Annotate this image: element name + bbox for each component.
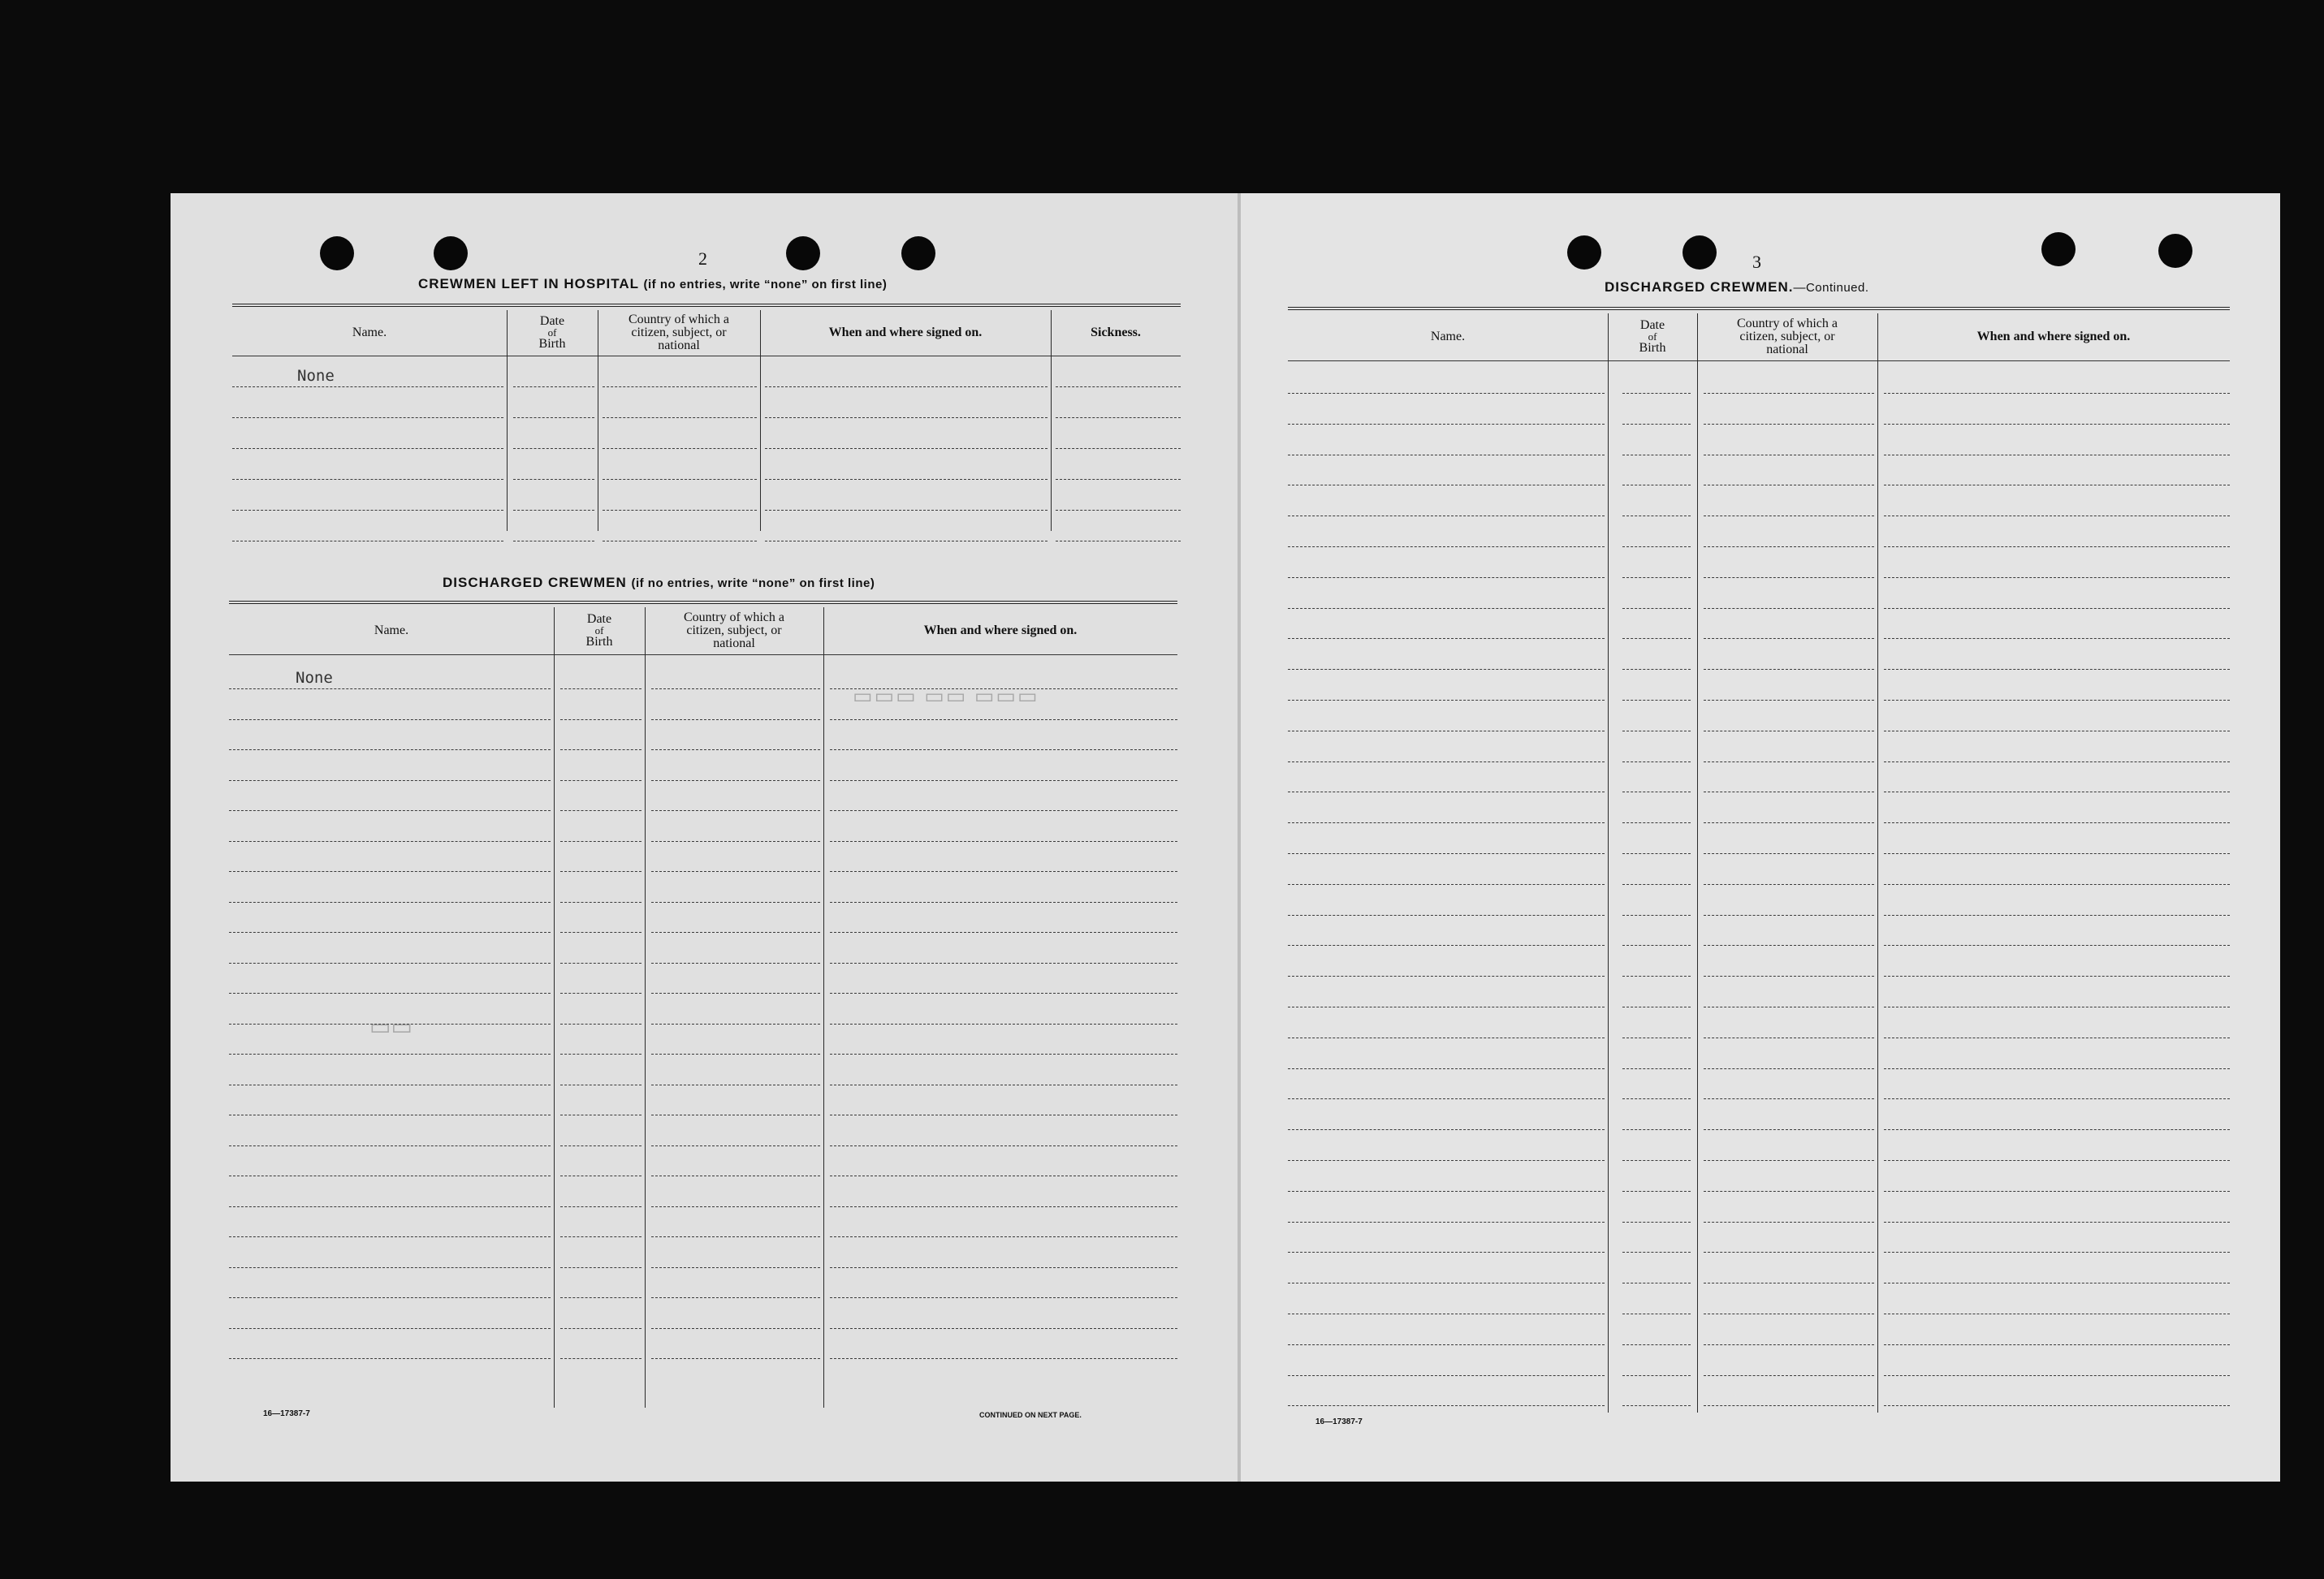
row-rule (1622, 945, 1691, 946)
row-rule (1884, 822, 2230, 823)
faint-stamp: ▭▭▭ ▭▭ ▭▭▭ (853, 684, 1039, 708)
row-rule (560, 1054, 641, 1055)
row-rule (1884, 700, 2230, 701)
row-rule (1884, 1405, 2230, 1406)
column-divider (823, 607, 824, 1408)
row-rule (1288, 669, 1605, 670)
row-rule (830, 749, 1177, 750)
row-rule (1622, 669, 1691, 670)
row-rule (1884, 638, 2230, 639)
row-rule (1622, 424, 1691, 425)
row-rule (603, 417, 757, 418)
row-rule (1288, 853, 1605, 854)
row-rule (560, 902, 641, 903)
row-rule (1288, 1344, 1605, 1345)
row-rule (603, 510, 757, 511)
section-title-text: DISCHARGED CREWMEN. (1605, 279, 1794, 295)
row-rule (1884, 1098, 2230, 1099)
table-header-rule (229, 654, 1177, 655)
row-rule (651, 688, 820, 689)
row-rule (1288, 1098, 1605, 1099)
row-rule (1056, 417, 1181, 418)
header-dob-line: of (547, 326, 557, 339)
row-rule (1288, 546, 1605, 547)
row-rule (651, 1267, 820, 1268)
row-rule (603, 386, 757, 387)
row-rule (1884, 546, 2230, 547)
header-country-line: national (1766, 343, 1808, 356)
punch-hole (1683, 235, 1717, 270)
row-rule (560, 1297, 641, 1298)
row-rule (229, 780, 551, 781)
row-rule (1622, 1068, 1691, 1069)
row-rule (1884, 945, 2230, 946)
row-rule (651, 749, 820, 750)
row-rule (1288, 1068, 1605, 1069)
row-rule (830, 841, 1177, 842)
row-rule (560, 1267, 641, 1268)
row-rule (1884, 1129, 2230, 1130)
column-divider (1608, 313, 1609, 1413)
row-rule (651, 871, 820, 872)
column-divider (1877, 313, 1878, 1413)
row-rule (1884, 1191, 2230, 1192)
row-rule (765, 479, 1048, 480)
header-signed-on: When and where signed on. (923, 623, 1078, 637)
row-rule (1288, 393, 1605, 394)
row-rule (232, 417, 503, 418)
first-entry: None (296, 669, 333, 687)
table-header-rule (1288, 360, 2230, 361)
row-rule (1704, 546, 1874, 547)
row-rule (1884, 1068, 2230, 1069)
table-top-rule (1288, 307, 2230, 313)
row-rule (1884, 884, 2230, 885)
table-top-rule (229, 601, 1177, 606)
row-rule (560, 932, 641, 933)
header-date-of-birth (1608, 313, 1697, 360)
row-rule (560, 1206, 641, 1207)
row-rule (830, 963, 1177, 964)
hospital-title-text: CREWMEN LEFT IN HOSPITAL (418, 276, 639, 291)
row-rule (1288, 1375, 1605, 1376)
row-rule (1622, 1405, 1691, 1406)
header-name: Name. (1430, 330, 1466, 343)
row-rule (651, 902, 820, 903)
row-rule (1288, 1252, 1605, 1253)
row-rule (1288, 884, 1605, 885)
row-rule (651, 932, 820, 933)
row-rule (1704, 945, 1874, 946)
row-rule (1704, 761, 1874, 762)
row-rule (1622, 546, 1691, 547)
row-rule (651, 1328, 820, 1329)
discharged-title-note: (if no entries, write “none” on first line) (631, 576, 875, 590)
row-rule (1288, 700, 1605, 701)
table-top-rule (232, 304, 1181, 309)
row-rule (229, 1358, 551, 1359)
row-rule (229, 963, 551, 964)
discharged-continued-table (1288, 307, 2230, 1411)
row-rule (1622, 915, 1691, 916)
row-rule (1056, 448, 1181, 449)
punch-hole (2158, 234, 2192, 268)
header-country-line: national (713, 636, 755, 650)
row-rule (830, 719, 1177, 720)
row-rule (1288, 577, 1605, 578)
row-rule (651, 1024, 820, 1025)
row-rule (229, 749, 551, 750)
row-rule (1704, 1098, 1874, 1099)
row-rule (1884, 424, 2230, 425)
header-name: Name. (374, 623, 409, 637)
column-divider (554, 607, 555, 1408)
row-rule (1704, 853, 1874, 854)
row-rule (1288, 915, 1605, 916)
header-country-line: Country of which a (684, 610, 784, 624)
header-name: Name. (352, 326, 387, 339)
left-page (171, 193, 1241, 1482)
row-rule (560, 780, 641, 781)
row-rule (1704, 1344, 1874, 1345)
row-rule (229, 1206, 551, 1207)
row-rule (1622, 577, 1691, 578)
discharged-table (229, 601, 1177, 1404)
row-rule (560, 963, 641, 964)
header-dob-line: Birth (585, 635, 613, 649)
row-rule (560, 1328, 641, 1329)
row-rule (229, 841, 551, 842)
row-rule (560, 688, 641, 689)
row-rule (513, 386, 594, 387)
row-rule (1622, 608, 1691, 609)
row-rule (1622, 761, 1691, 762)
first-entry: None (297, 367, 335, 385)
row-rule (513, 448, 594, 449)
row-rule (651, 1236, 820, 1237)
row-rule (1622, 638, 1691, 639)
row-rule (603, 448, 757, 449)
row-rule (1704, 884, 1874, 885)
row-rule (651, 963, 820, 964)
row-rule (1622, 393, 1691, 394)
column-divider (645, 607, 646, 1408)
row-rule (1704, 822, 1874, 823)
header-signed-on: When and where signed on. (1976, 330, 2131, 343)
row-rule (1622, 1098, 1691, 1099)
row-rule (1704, 1252, 1874, 1253)
row-rule (1704, 638, 1874, 639)
punch-hole (786, 236, 820, 270)
row-rule (830, 1236, 1177, 1237)
row-rule (1288, 608, 1605, 609)
row-rule (560, 1236, 641, 1237)
row-rule (830, 1054, 1177, 1055)
header-signed-on: When and where signed on. (828, 326, 983, 339)
row-rule (651, 1297, 820, 1298)
punch-hole (1567, 235, 1601, 270)
header-country (645, 607, 823, 654)
row-rule (232, 479, 503, 480)
row-rule (651, 810, 820, 811)
row-rule (830, 1328, 1177, 1329)
row-rule (1622, 1160, 1691, 1161)
header-sickness: Sickness. (1091, 326, 1141, 339)
row-rule (1622, 1252, 1691, 1253)
row-rule (1288, 638, 1605, 639)
punch-hole (434, 236, 468, 270)
row-rule (603, 479, 757, 480)
punch-hole (901, 236, 935, 270)
row-rule (560, 841, 641, 842)
header-date-of-birth (554, 607, 645, 654)
row-rule (1704, 1222, 1874, 1223)
row-rule (1884, 915, 2230, 916)
row-rule (765, 448, 1048, 449)
header-country (598, 310, 760, 356)
row-rule (830, 780, 1177, 781)
row-rule (1288, 1222, 1605, 1223)
row-rule (1704, 700, 1874, 701)
row-rule (765, 510, 1048, 511)
row-rule (830, 932, 1177, 933)
row-rule (830, 1145, 1177, 1146)
page-number: 3 (1752, 252, 1761, 272)
row-rule (1884, 577, 2230, 578)
discharged-section-title (443, 575, 875, 591)
row-rule (1622, 700, 1691, 701)
row-rule (1288, 976, 1605, 977)
row-rule (560, 1024, 641, 1025)
header-country-line: national (658, 339, 700, 352)
row-rule (830, 871, 1177, 872)
row-rule (1704, 1129, 1874, 1130)
row-rule (1622, 1129, 1691, 1130)
row-rule (1056, 479, 1181, 480)
discharged-title-text: DISCHARGED CREWMEN (443, 575, 627, 590)
row-rule (229, 1267, 551, 1268)
discharged-continued-title (1605, 279, 1869, 296)
row-rule (229, 719, 551, 720)
punch-hole (2041, 232, 2076, 266)
header-date-of-birth (507, 310, 598, 356)
row-rule (830, 993, 1177, 994)
row-rule (1884, 761, 2230, 762)
row-rule (1884, 393, 2230, 394)
row-rule (1704, 1068, 1874, 1069)
row-rule (1704, 577, 1874, 578)
row-rule (229, 1236, 551, 1237)
row-rule (560, 871, 641, 872)
row-rule (229, 993, 551, 994)
hospital-section-title (418, 276, 887, 292)
row-rule (830, 810, 1177, 811)
row-rule (765, 417, 1048, 418)
row-rule (1056, 386, 1181, 387)
row-rule (765, 386, 1048, 387)
row-rule (651, 719, 820, 720)
row-rule (651, 1054, 820, 1055)
row-rule (1884, 608, 2230, 609)
row-rule (1288, 945, 1605, 946)
row-rule (513, 417, 594, 418)
row-rule (560, 810, 641, 811)
header-dob-line: Date (1639, 318, 1665, 332)
row-rule (229, 1328, 551, 1329)
row-rule (1288, 1160, 1605, 1161)
right-page (1241, 193, 2280, 1482)
header-country-line: citizen, subject, or (631, 326, 727, 339)
row-rule (1622, 884, 1691, 885)
header-dob-line: of (594, 624, 604, 636)
row-rule (651, 1206, 820, 1207)
section-title-suffix: —Continued. (1793, 281, 1869, 295)
row-rule (1288, 822, 1605, 823)
row-rule (560, 993, 641, 994)
header-dob-line: Date (539, 314, 565, 328)
row-rule (1622, 1375, 1691, 1376)
row-rule (830, 1297, 1177, 1298)
row-rule (229, 1297, 551, 1298)
header-dob-line: Date (586, 612, 612, 626)
row-rule (229, 1145, 551, 1146)
header-dob-line: Birth (1639, 341, 1666, 355)
row-rule (1704, 1160, 1874, 1161)
row-rule (1288, 1405, 1605, 1406)
row-rule (1622, 976, 1691, 977)
punch-hole (320, 236, 354, 270)
row-rule (651, 841, 820, 842)
header-dob-line: of (1648, 330, 1657, 343)
row-rule (232, 510, 503, 511)
row-rule (229, 902, 551, 903)
row-rule (1622, 1191, 1691, 1192)
row-rule (1704, 1191, 1874, 1192)
row-rule (830, 1206, 1177, 1207)
row-rule (1884, 669, 2230, 670)
row-rule (1884, 976, 2230, 977)
header-country-line: citizen, subject, or (1739, 330, 1835, 343)
row-rule (1884, 1222, 2230, 1223)
row-rule (1884, 1252, 2230, 1253)
row-rule (1704, 393, 1874, 394)
header-country-line: citizen, subject, or (686, 623, 782, 637)
row-rule (1704, 1405, 1874, 1406)
row-rule (232, 448, 503, 449)
row-rule (830, 1358, 1177, 1359)
column-divider (1697, 313, 1698, 1413)
form-number: 16—17387-7 (263, 1409, 310, 1418)
row-rule (513, 479, 594, 480)
row-rule (229, 810, 551, 811)
row-rule (1622, 1222, 1691, 1223)
hospital-title-note: (if no entries, write “none” on first line) (643, 278, 888, 291)
row-rule (1288, 424, 1605, 425)
row-rule (830, 1024, 1177, 1025)
row-rule (1704, 1375, 1874, 1376)
row-rule (513, 510, 594, 511)
row-rule (229, 688, 551, 689)
row-rule (1056, 510, 1181, 511)
continued-note: CONTINUED ON NEXT PAGE. (979, 1411, 1082, 1419)
row-rule (651, 1358, 820, 1359)
row-rule (1622, 1344, 1691, 1345)
faint-stamp: ▭▭ (369, 1015, 413, 1040)
row-rule (1704, 608, 1874, 609)
row-rule (560, 719, 641, 720)
row-rule (1622, 822, 1691, 823)
row-rule (651, 993, 820, 994)
header-country-line: Country of which a (1737, 317, 1838, 330)
row-rule (560, 1145, 641, 1146)
form-number: 16—17387-7 (1315, 1417, 1363, 1426)
row-rule (229, 871, 551, 872)
row-rule (1288, 761, 1605, 762)
header-dob-line: Birth (538, 337, 566, 351)
row-rule (1884, 853, 2230, 854)
row-rule (651, 1145, 820, 1146)
row-rule (1704, 669, 1874, 670)
row-rule (1884, 1344, 2230, 1345)
row-rule (232, 386, 503, 387)
row-rule (1884, 1375, 2230, 1376)
row-rule (560, 1358, 641, 1359)
row-rule (1704, 915, 1874, 916)
row-rule (560, 749, 641, 750)
hospital-table (232, 304, 1181, 547)
row-rule (1288, 1191, 1605, 1192)
row-rule (830, 902, 1177, 903)
header-country (1697, 313, 1877, 360)
page-number: 2 (698, 248, 707, 269)
row-rule (229, 932, 551, 933)
row-rule (1288, 1129, 1605, 1130)
row-rule (1884, 1160, 2230, 1161)
row-rule (1622, 853, 1691, 854)
row-rule (1704, 424, 1874, 425)
row-rule (830, 1267, 1177, 1268)
row-rule (1704, 976, 1874, 977)
row-rule (651, 780, 820, 781)
row-rule (229, 1054, 551, 1055)
header-country-line: Country of which a (629, 313, 729, 326)
